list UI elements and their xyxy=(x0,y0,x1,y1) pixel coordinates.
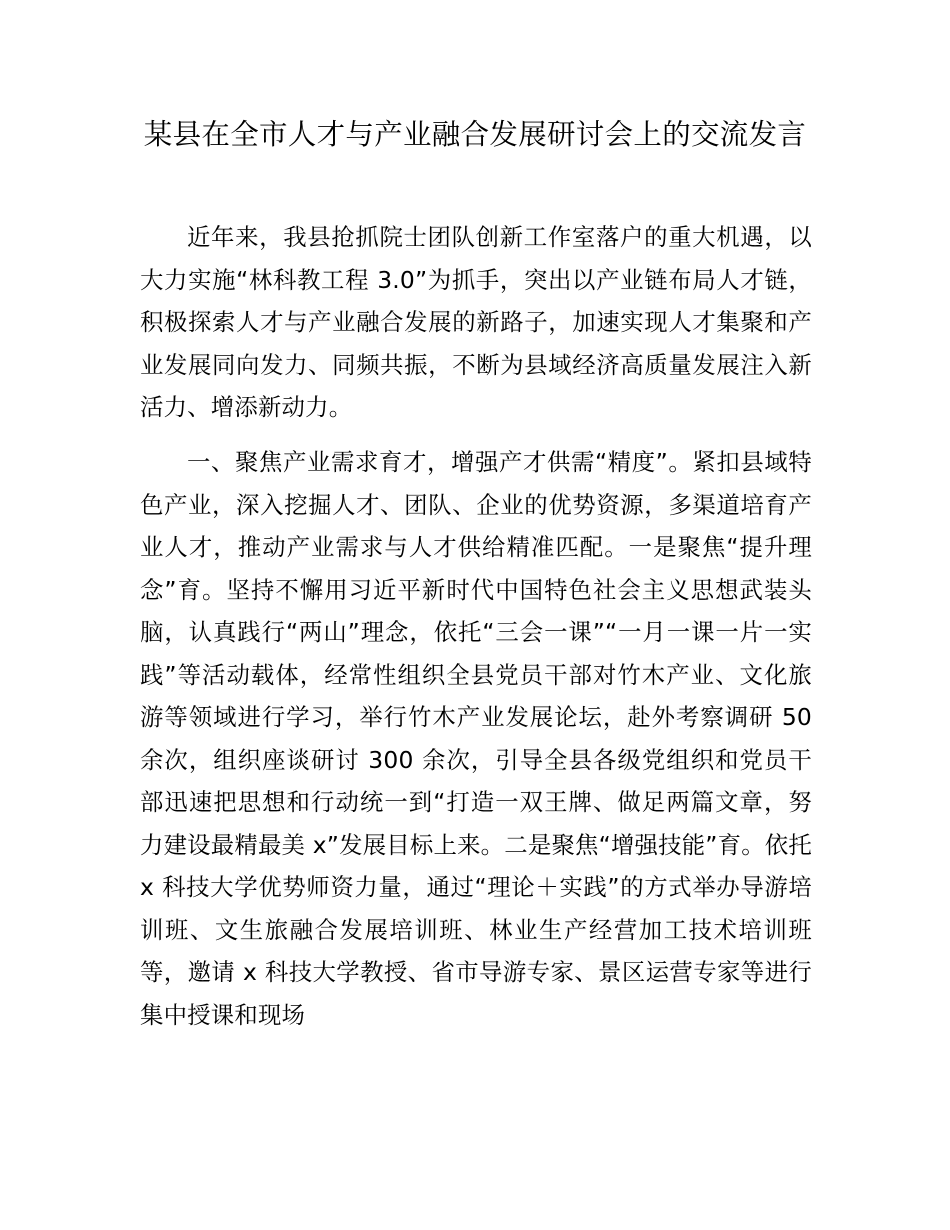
document-title: 某县在全市人才与产业融合发展研讨会上的交流发言 xyxy=(143,118,807,151)
paragraph-intro: 近年来，我县抢抓院士团队创新工作室落户的重大机遇，以大力实施“林科教工程 3.0”为抓手，突出以产业链布局人才链，积极探索人才与产业融合发展的新路子，加速实现人才集聚和产业发展同向发力、同频共振，不断为县域经济高质量发展注入新活力、增添新动力。 xyxy=(140,223,812,421)
paragraph-section-one: 一、聚焦产业需求育才，增强产才供需“精度”。紧扣县域特色产业，深入挖掘人才、团队、企业的优势资源，多渠道培育产业人才，推动产业需求与人才供给精准匹配。一是聚焦“提升理念”育。坚持不懈用习近平新时代中国特色社会主义思想武装头脑，认真践行“两山”理念，依托“三会一课”“一月一课一片一实践”等活动载体，经常性组织全县党员干部对竹木产业、文化旅游等领域进行学习，举行竹木产业发展论坛，赴外考察调研 50 余次，组织座谈研讨 300 余次，引导全县各级党组织和党员干部迅速把思想和行动统一到“打造一双王牌、做足两篇文章，努力建设最精最美 x”发展目标上来。二是聚焦“增强技能”育。依托 x 科技大学优势师资力量，通过“理论＋实践”的方式举办导游培训班、文生旅融合发展培训班、林业生产经营加工技术培训班等，邀请 x 科技大学教授、省市导游专家、景区运营专家等进行集中授课和现场 xyxy=(140,448,812,1029)
